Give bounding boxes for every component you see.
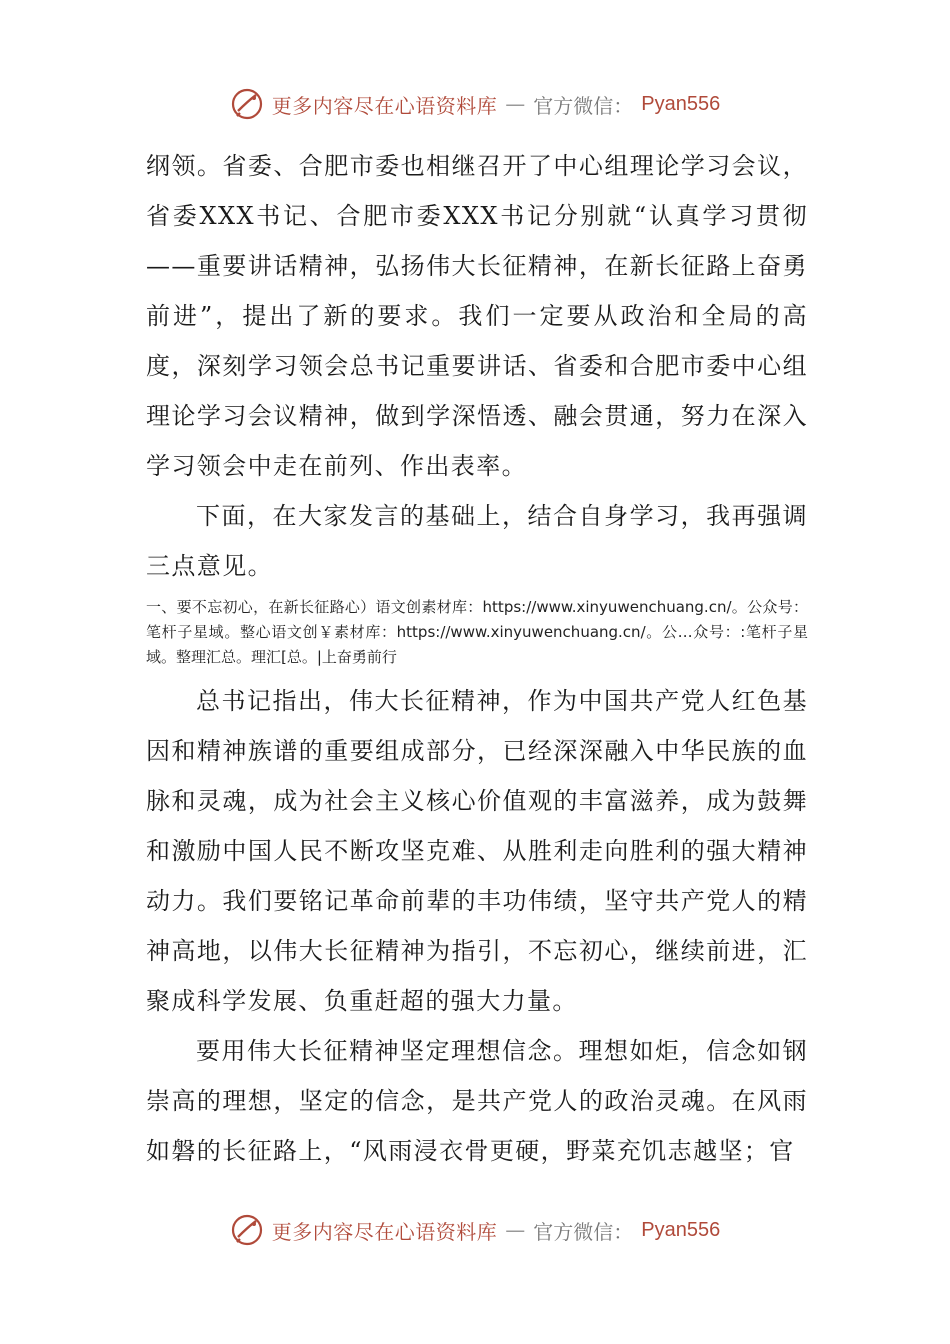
paragraph-4: 要用伟大长征精神坚定理想信念。理想如炬，信念如钢崇高的理想，坚定的信念，是共产党人的政治灵魂。在风雨如磐的长征路上，“风雨浸衣骨更硬，野菜充饥志越坚；官: [146, 1037, 808, 1165]
paragraph-1: 纲领。省委、合肥市委也相继召开了中心组理论学习会议，省委XXX书记、合肥市委XXX书记分别就“认真学习贯彻——重要讲话精神，弘扬伟大长征精神，在新长征路上奋勇前进”，提出了新的要求。我们一定要从政治和全局的高度，深刻学习领会总书记重要讲话、省委和合肥市委中心组理论学习会议精神，做到学深悟透、融会贯通，努力在深入学习领会中走在前列、作出表率。: [146, 152, 808, 480]
document-body: [146, 141, 808, 1176]
pen-circle-icon: [230, 87, 264, 121]
footer-banner: [0, 1210, 950, 1250]
paragraph-3: 总书记指出，伟大长征精神，作为中国共产党人红色基因和精神族谱的重要组成部分，已经深深融入中华民族的血脉和灵魂，成为社会主义核心价值观的丰富滋养，成为鼓舞和激励中国人民不断攻坚克难、从胜利走向胜利的强大精神动力。我们要铭记革命前辈的丰功伟绩，坚守共产党人的精神高地，以伟大长征精神为指引，不忘初心，继续前进，汇聚成科学发展、负重赶超的强大力量。: [146, 687, 808, 1015]
header-wechat-handle: Pyan556: [641, 92, 721, 115]
header-brand-text: 更多内容尽在心语资料库: [271, 93, 498, 118]
footer-wechat-handle: Pyan556: [641, 1218, 721, 1241]
paragraph-2: 下面，在大家发言的基础上，结合自身学习，我再强调三点意见。: [146, 502, 808, 580]
footer-brand-text: 更多内容尽在心语资料库: [271, 1219, 498, 1244]
header-banner: [0, 84, 950, 124]
section-heading-note: 一、要不忘初心，在新长征路心）语文创素材库：https://www.xinyuwenchuang.cn/。公众号：笔杆子星域。整心语文创￥素材库：https://www.xinyuwenchuang.cn/。公…众号：:笔杆子星域。整理汇总。理汇[总。|上奋勇前行: [146, 598, 808, 666]
pen-circle-icon: [230, 1213, 264, 1247]
footer-wechat-label: 官方微信：: [533, 1219, 634, 1244]
header-wechat-label: 官方微信：: [533, 93, 634, 118]
header-dash: —: [505, 92, 526, 116]
footer-dash: —: [505, 1218, 526, 1242]
